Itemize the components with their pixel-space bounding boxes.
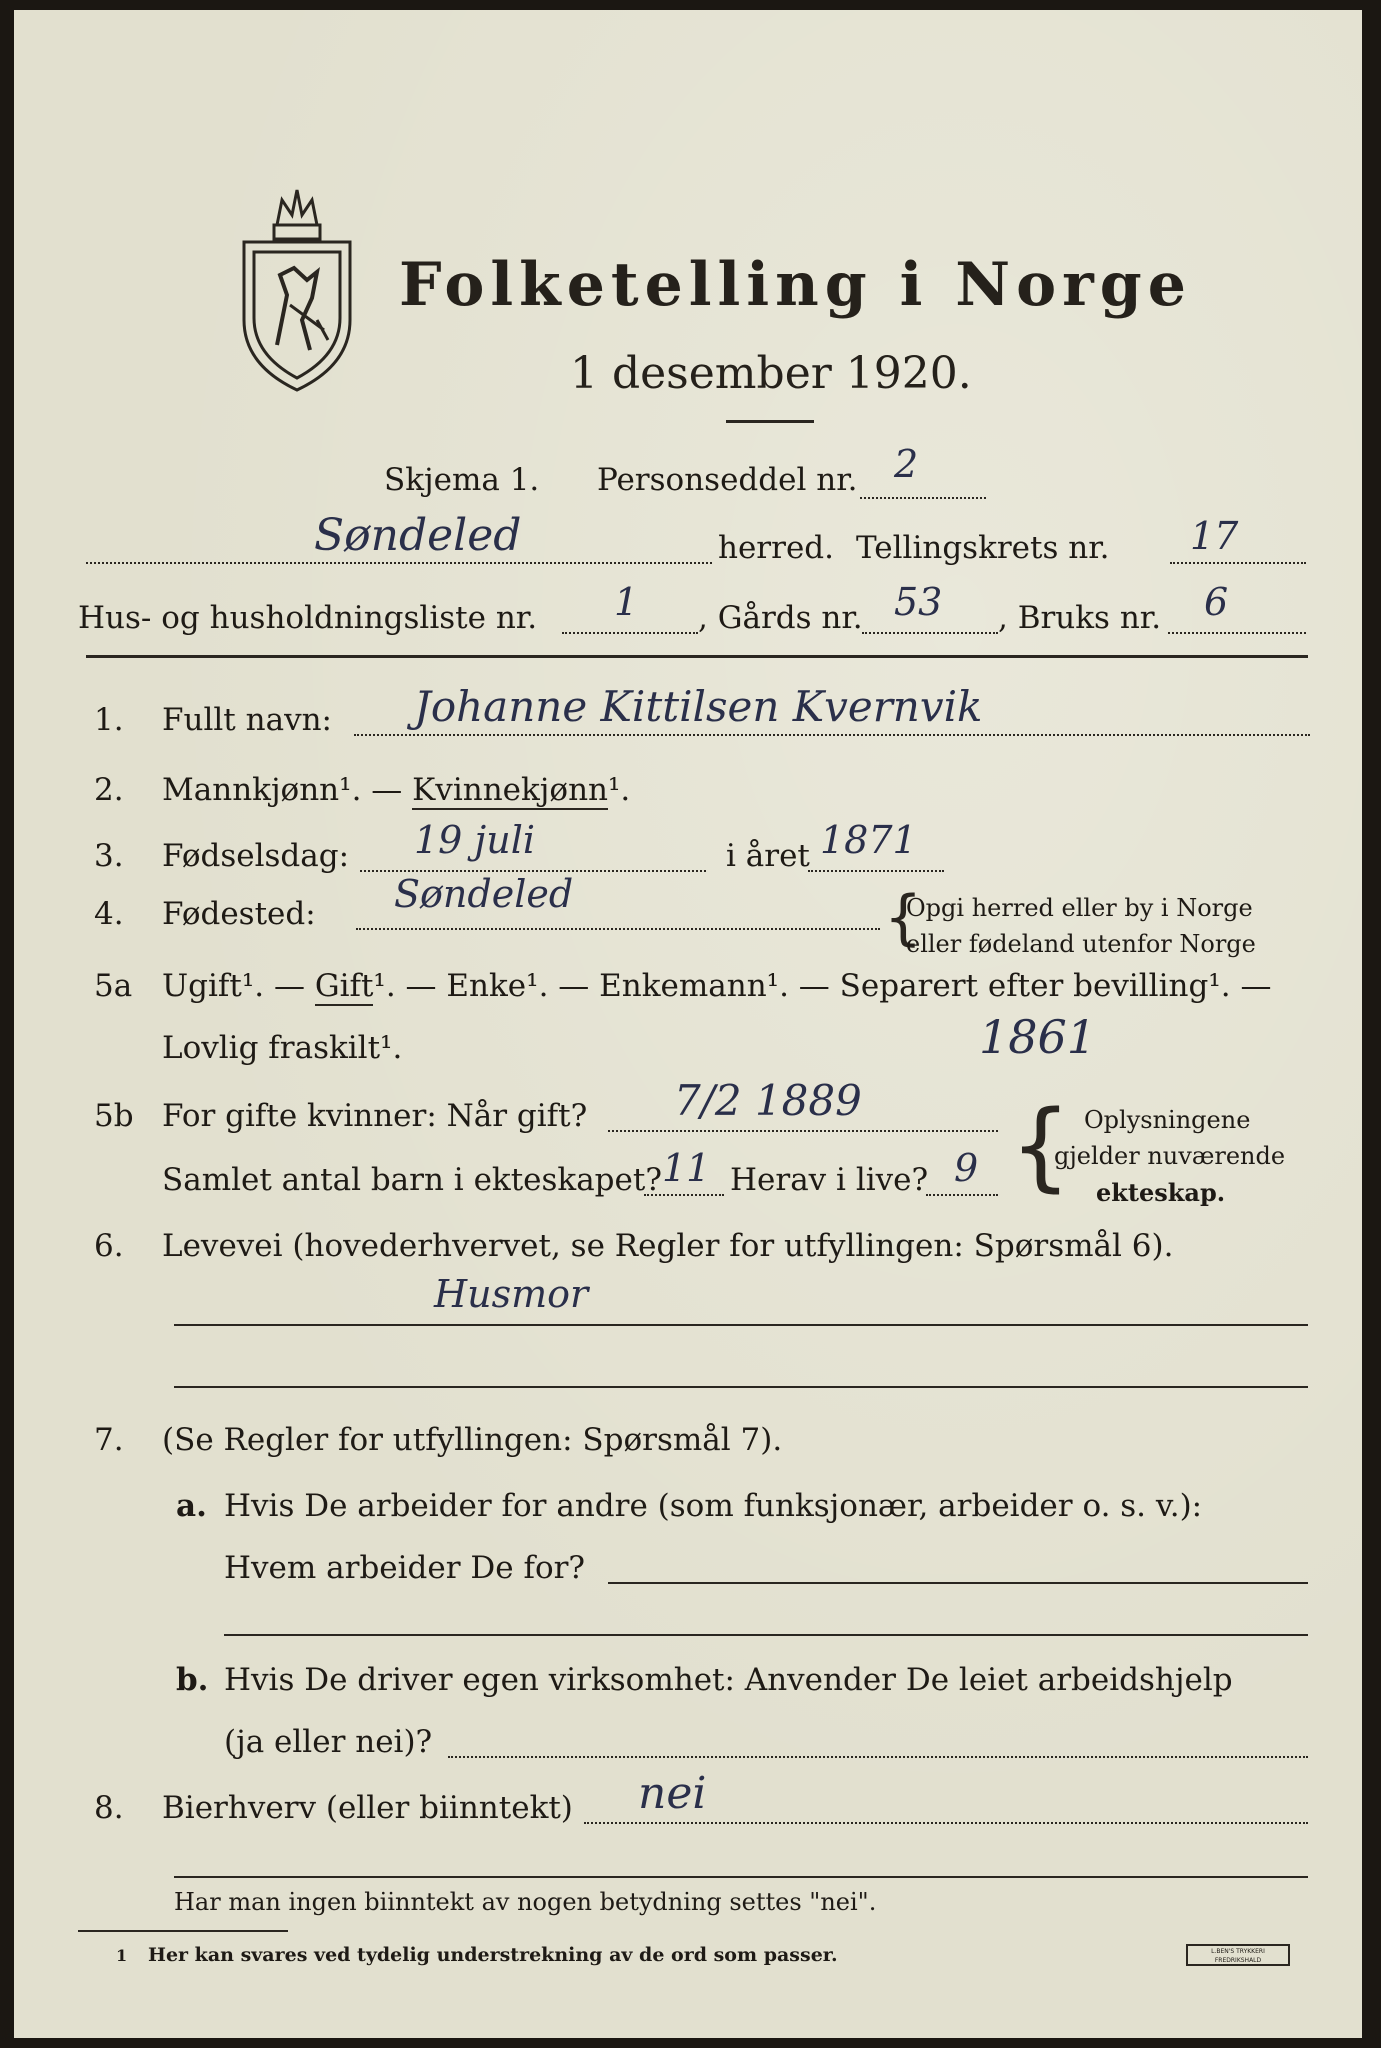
q5b-number: 5b (94, 1098, 134, 1134)
children-total-line (644, 1194, 724, 1196)
census-date: 1 desember 1920. (570, 348, 972, 399)
occupation-label: Levevei (hovederhvervet, se Regler for utfyllingen: Spørsmål 6). (162, 1228, 1174, 1264)
divorced-option[interactable]: Lovlig fraskilt¹. (162, 1030, 403, 1066)
husholdningsliste-value[interactable]: 1 (614, 580, 639, 624)
q8-number: 8. (94, 1790, 124, 1826)
bruks-line (1168, 632, 1306, 634)
gaards-value[interactable]: 53 (894, 580, 943, 624)
side-income-value[interactable]: nei (638, 1768, 707, 1819)
employer-line[interactable] (608, 1582, 1308, 1584)
married-when-label: For gifte kvinner: Når gift? (162, 1098, 588, 1134)
birthplace-line (356, 928, 880, 930)
occupation-line-2 (174, 1386, 1308, 1388)
birthplace-note-line2: eller fødeland utenfor Norge (906, 930, 1256, 958)
personseddel-label: Personseddel nr. (597, 462, 858, 498)
birthplace-value[interactable]: Søndeled (394, 872, 574, 916)
q7-number: 7. (94, 1422, 124, 1458)
q1-number: 1. (94, 702, 124, 738)
female-option-sup: ¹. (608, 772, 631, 808)
q2-number: 2. (94, 772, 124, 808)
marital-status-options (162, 968, 1271, 1004)
q7b-letter: b. (176, 1662, 209, 1698)
bruks-label: , Bruks nr. (998, 600, 1162, 636)
herred-line (86, 562, 712, 564)
footnote-text: Her kan svares ved tydelig understrekning av de ord som passer. (148, 1944, 838, 1966)
marital-status-rest: ¹. — Enke¹. — Enkemann¹. — Separert efter bevilling¹. — (373, 968, 1272, 1004)
gaards-line (862, 632, 998, 634)
header-divider (86, 655, 1308, 658)
children-total-label: Samlet antal barn i ekteskapet? (162, 1162, 662, 1198)
title-divider (726, 420, 814, 423)
male-option-text: Mannkjønn¹. — (162, 772, 403, 808)
marriage-note-line1: Oplysningene (1084, 1106, 1251, 1134)
census-form-page (14, 10, 1362, 2038)
side-income-line-2 (174, 1876, 1308, 1878)
herred-value[interactable]: Søndeled (314, 510, 522, 561)
page-title: Folketelling i Norge (399, 250, 1192, 320)
children-alive-value[interactable]: 9 (954, 1146, 979, 1190)
employer-line-2 (224, 1634, 1308, 1636)
coat-of-arms-icon (232, 180, 362, 395)
children-total-value[interactable]: 11 (662, 1146, 711, 1190)
occupation-line-1 (174, 1324, 1308, 1326)
q6-number: 6. (94, 1228, 124, 1264)
birth-year-label: i året (726, 838, 810, 874)
bruks-value[interactable]: 6 (1204, 580, 1229, 624)
herred-label: herred. (718, 530, 834, 566)
side-income-line (584, 1822, 1308, 1824)
tellingskrets-label: Tellingskrets nr. (856, 530, 1110, 566)
marriage-note-line2: gjelder nuværende (1054, 1142, 1286, 1170)
full-name-label: Fullt navn: (162, 702, 332, 738)
full-name-line (354, 734, 1310, 736)
footnote-mark: 1 (116, 1946, 128, 1965)
personseddel-line (860, 497, 986, 499)
q7-label: (Se Regler for utfyllingen: Spørsmål 7). (162, 1422, 783, 1458)
q7b-text: Hvis De driver egen virksomhet: Anvender De leiet arbeidshjelp (224, 1662, 1233, 1698)
q7a-letter: a. (176, 1488, 207, 1524)
tellingskrets-value[interactable]: 17 (1190, 514, 1239, 558)
birth-year-value[interactable]: 1871 (820, 818, 917, 862)
children-alive-label: Herav i live? (730, 1162, 929, 1198)
unmarried-option[interactable]: Ugift¹. — (162, 968, 305, 1004)
birthday-label: Fødselsdag: (162, 838, 350, 874)
side-income-label: Bierhverv (eller biinntekt) (162, 1790, 573, 1826)
q3-number: 3. (94, 838, 124, 874)
schema-label: Skjema 1. (384, 462, 540, 498)
q4-number: 4. (94, 896, 124, 932)
married-when-value[interactable]: 7/2 1889 (674, 1076, 862, 1125)
birth-year-line (808, 870, 944, 872)
female-option-underlined[interactable]: Kvinnekjønn (412, 772, 608, 808)
marriage-note-brace: { (1010, 1090, 1072, 1202)
tellingskrets-line (1170, 562, 1306, 564)
q7a-text: Hvis De arbeider for andre (som funksjonær, arbeider o. s. v.): (224, 1488, 1203, 1524)
hired-help-label: (ja eller nei)? (224, 1724, 433, 1760)
male-option (162, 772, 630, 808)
married-option-underlined[interactable]: Gift (314, 968, 374, 1004)
employer-label: Hvem arbeider De for? (224, 1550, 586, 1586)
birthplace-note-brace: { (884, 883, 923, 953)
printer-stamp (1186, 1944, 1290, 1966)
gaards-label: , Gårds nr. (698, 600, 863, 636)
birthplace-label: Fødested: (162, 896, 316, 932)
husholdningsliste-label: Hus- og husholdningsliste nr. (78, 600, 538, 636)
children-alive-line (926, 1194, 998, 1196)
footnote-divider (78, 1930, 288, 1932)
full-name-value[interactable]: Johanne Kittilsen Kvernvik (414, 682, 983, 731)
married-when-line (608, 1130, 998, 1132)
husholdningsliste-line (562, 632, 698, 634)
margin-note: 1861 (979, 1010, 1097, 1064)
printer-stamp-text: L.BEN'S TRYKKERI FREDRIKSHALD (1211, 1948, 1265, 1964)
marriage-note-line3: ekteskap. (1096, 1178, 1226, 1207)
birthday-value[interactable]: 19 juli (414, 818, 535, 862)
footer-note: Har man ingen biinntekt av nogen betydning settes "nei". (174, 1888, 877, 1916)
hired-help-line[interactable] (448, 1756, 1308, 1758)
occupation-value[interactable]: Husmor (434, 1272, 589, 1316)
birthplace-note-line1: Opgi herred eller by i Norge (906, 894, 1253, 922)
personseddel-value[interactable]: 2 (894, 442, 919, 486)
q5a-number: 5a (94, 968, 133, 1004)
